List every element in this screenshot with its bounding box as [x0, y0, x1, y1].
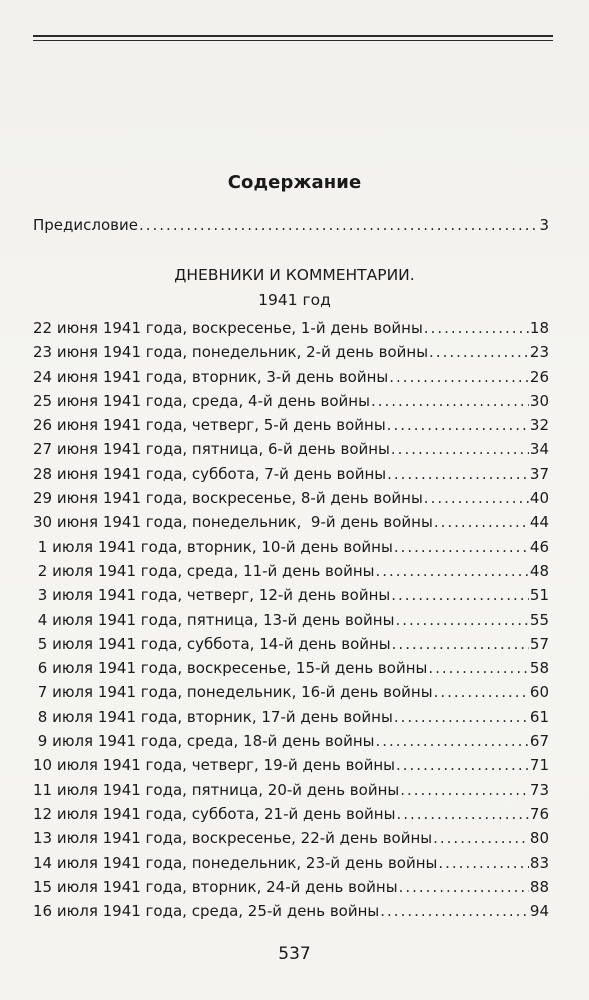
toc-entry-page: 46 [529, 537, 549, 556]
toc-entry[interactable] [33, 440, 549, 464]
toc-entry-page: 26 [529, 367, 549, 386]
toc-entry-label: 26 июня 1941 года, четверг, 5-й день войны [33, 416, 386, 435]
toc-entry-page: 80 [529, 829, 549, 848]
toc-entry[interactable] [33, 562, 549, 586]
toc-entry-page: 34 [529, 440, 549, 459]
toc-entry-label: 28 июня 1941 года, суббота, 7-й день войны [33, 464, 387, 483]
toc-entry-label: 5 июля 1941 года, суббота, 14-й день войны [33, 634, 391, 653]
toc-entry-page: 51 [529, 586, 549, 605]
toc-entry-page: 67 [529, 732, 549, 751]
toc-entry[interactable] [33, 659, 549, 683]
dot-leader [400, 781, 529, 799]
dot-leader [387, 465, 529, 483]
toc-entry-label: 23 июня 1941 года, понедельник, 2-й день войны [33, 343, 429, 362]
dot-leader [389, 368, 529, 386]
toc-entry-page: 30 [529, 391, 549, 410]
toc-entry[interactable] [33, 829, 549, 853]
toc-entry[interactable] [33, 416, 549, 440]
toc-item-label: Предисловие [33, 216, 138, 234]
dot-leader [391, 440, 529, 458]
toc-entry[interactable] [33, 732, 549, 756]
dot-leader [424, 319, 529, 337]
dot-leader [391, 586, 529, 604]
toc-entry-page: 83 [529, 853, 549, 872]
dot-leader [438, 854, 529, 872]
toc-entry[interactable] [33, 878, 549, 902]
toc-entry-page: 23 [529, 343, 549, 362]
toc-item-page: 3 [539, 216, 549, 234]
toc-entry[interactable] [33, 683, 549, 707]
toc-entry-label: 8 июля 1941 года, вторник, 17-й день войны [33, 707, 393, 726]
toc-entry-label: 25 июня 1941 года, среда, 4-й день войны [33, 391, 370, 410]
toc-entry-label: 1 июля 1941 года, вторник, 10-й день войны [33, 537, 393, 556]
page-number: 537 [278, 944, 311, 964]
toc-entry[interactable] [33, 756, 549, 780]
toc-entry-page: 88 [529, 877, 549, 896]
section-year: 1941 год [258, 291, 331, 309]
toc-entry-label: 27 июня 1941 года, пятница, 6-й день войны [33, 440, 390, 459]
toc-entry[interactable] [33, 465, 549, 489]
dot-leader [433, 829, 529, 847]
section-heading: ДНЕВНИКИ И КОММЕНТАРИИ. [174, 266, 415, 284]
dot-leader [394, 708, 529, 726]
toc-entry-page: 37 [529, 464, 549, 483]
toc-entry-page: 71 [529, 756, 549, 775]
toc-entry-page: 40 [529, 489, 549, 508]
toc-entries [33, 319, 549, 926]
dot-leader [392, 635, 529, 653]
toc-entry[interactable] [33, 319, 549, 343]
toc-entry-label: 10 июля 1941 года, четверг, 19-й день войны [33, 756, 395, 775]
dot-leader [380, 902, 529, 920]
toc-entry[interactable] [33, 805, 549, 829]
toc-entry-label: 3 июля 1941 года, четверг, 12-й день войны [33, 586, 391, 605]
toc-entry-label: 6 июля 1941 года, воскресенье, 15-й день войны [33, 659, 428, 678]
toc-entry-label: 2 июля 1941 года, среда, 11-й день войны [33, 561, 375, 580]
toc-item-preface[interactable] [33, 216, 549, 234]
dot-leader [395, 611, 528, 629]
toc-entry-page: 32 [529, 416, 549, 435]
toc-entry[interactable] [33, 708, 549, 732]
dot-leader [396, 756, 529, 774]
dot-leader [387, 416, 529, 434]
dot-leader [375, 562, 528, 580]
toc-entry-page: 61 [529, 707, 549, 726]
dot-leader [424, 489, 529, 507]
toc-entry-page: 73 [529, 780, 549, 799]
dot-leader [371, 392, 529, 410]
toc-entry[interactable] [33, 635, 549, 659]
toc-entry[interactable] [33, 902, 549, 926]
dot-leader [394, 538, 529, 556]
toc-entry-label: 15 июля 1941 года, вторник, 24-й день войны [33, 877, 398, 896]
toc-entry-label: 7 июля 1941 года, понедельник, 16-й день войны [33, 683, 433, 702]
toc-entry[interactable] [33, 538, 549, 562]
toc-entry-page: 60 [529, 683, 549, 702]
toc-entry-label: 22 июня 1941 года, воскресенье, 1-й день войны [33, 319, 423, 337]
toc-entry[interactable] [33, 489, 549, 513]
dot-leader [139, 216, 538, 234]
toc-entry-label: 4 июля 1941 года, пятница, 13-й день войны [33, 610, 395, 629]
toc-entry[interactable] [33, 854, 549, 878]
dot-leader [428, 659, 529, 677]
toc-entry-page: 55 [529, 610, 549, 629]
toc-entry[interactable] [33, 586, 549, 610]
toc-entry[interactable] [33, 781, 549, 805]
toc-entry[interactable] [33, 343, 549, 367]
dot-leader [429, 343, 529, 361]
dot-leader [399, 878, 529, 896]
toc-entry-label: 11 июля 1941 года, пятница, 20-й день войны [33, 780, 400, 799]
toc-entry-label: 12 июля 1941 года, суббота, 21-й день войны [33, 804, 396, 823]
dot-leader [375, 732, 528, 750]
toc-entry-page: 57 [529, 634, 549, 653]
toc-entry-label: 29 июня 1941 года, воскресенье, 8-й день войны [33, 489, 423, 508]
toc-entry-label: 16 июля 1941 года, среда, 25-й день войны [33, 902, 380, 921]
toc-entry[interactable] [33, 392, 549, 416]
toc-entry-label: 30 июня 1941 года, понедельник, 9-й день войны [33, 513, 433, 532]
toc-entry-label: 24 июня 1941 года, вторник, 3-й день войны [33, 367, 389, 386]
top-rule-thin [33, 40, 553, 41]
toc-entry-page: 44 [529, 513, 549, 532]
toc-entry-label: 9 июля 1941 года, среда, 18-й день войны [33, 732, 375, 751]
toc-entry-page: 48 [529, 561, 549, 580]
toc-entry-label: 13 июля 1941 года, воскресенье, 22-й день войны [33, 829, 433, 848]
dot-leader [434, 513, 529, 531]
toc-entry[interactable] [33, 368, 549, 392]
toc-entry-page: 58 [529, 659, 549, 678]
page-title: Содержание [227, 172, 362, 193]
toc-entry[interactable] [33, 513, 549, 537]
toc-entry-label: 14 июля 1941 года, понедельник, 23-й день войны [33, 853, 438, 872]
toc-entry-page: 94 [529, 902, 549, 921]
toc-entry-page: 76 [529, 804, 549, 823]
dot-leader [434, 683, 529, 701]
top-rule [33, 35, 553, 37]
toc-entry[interactable] [33, 611, 549, 635]
dot-leader [396, 805, 528, 823]
toc-entry-page: 18 [529, 319, 549, 337]
